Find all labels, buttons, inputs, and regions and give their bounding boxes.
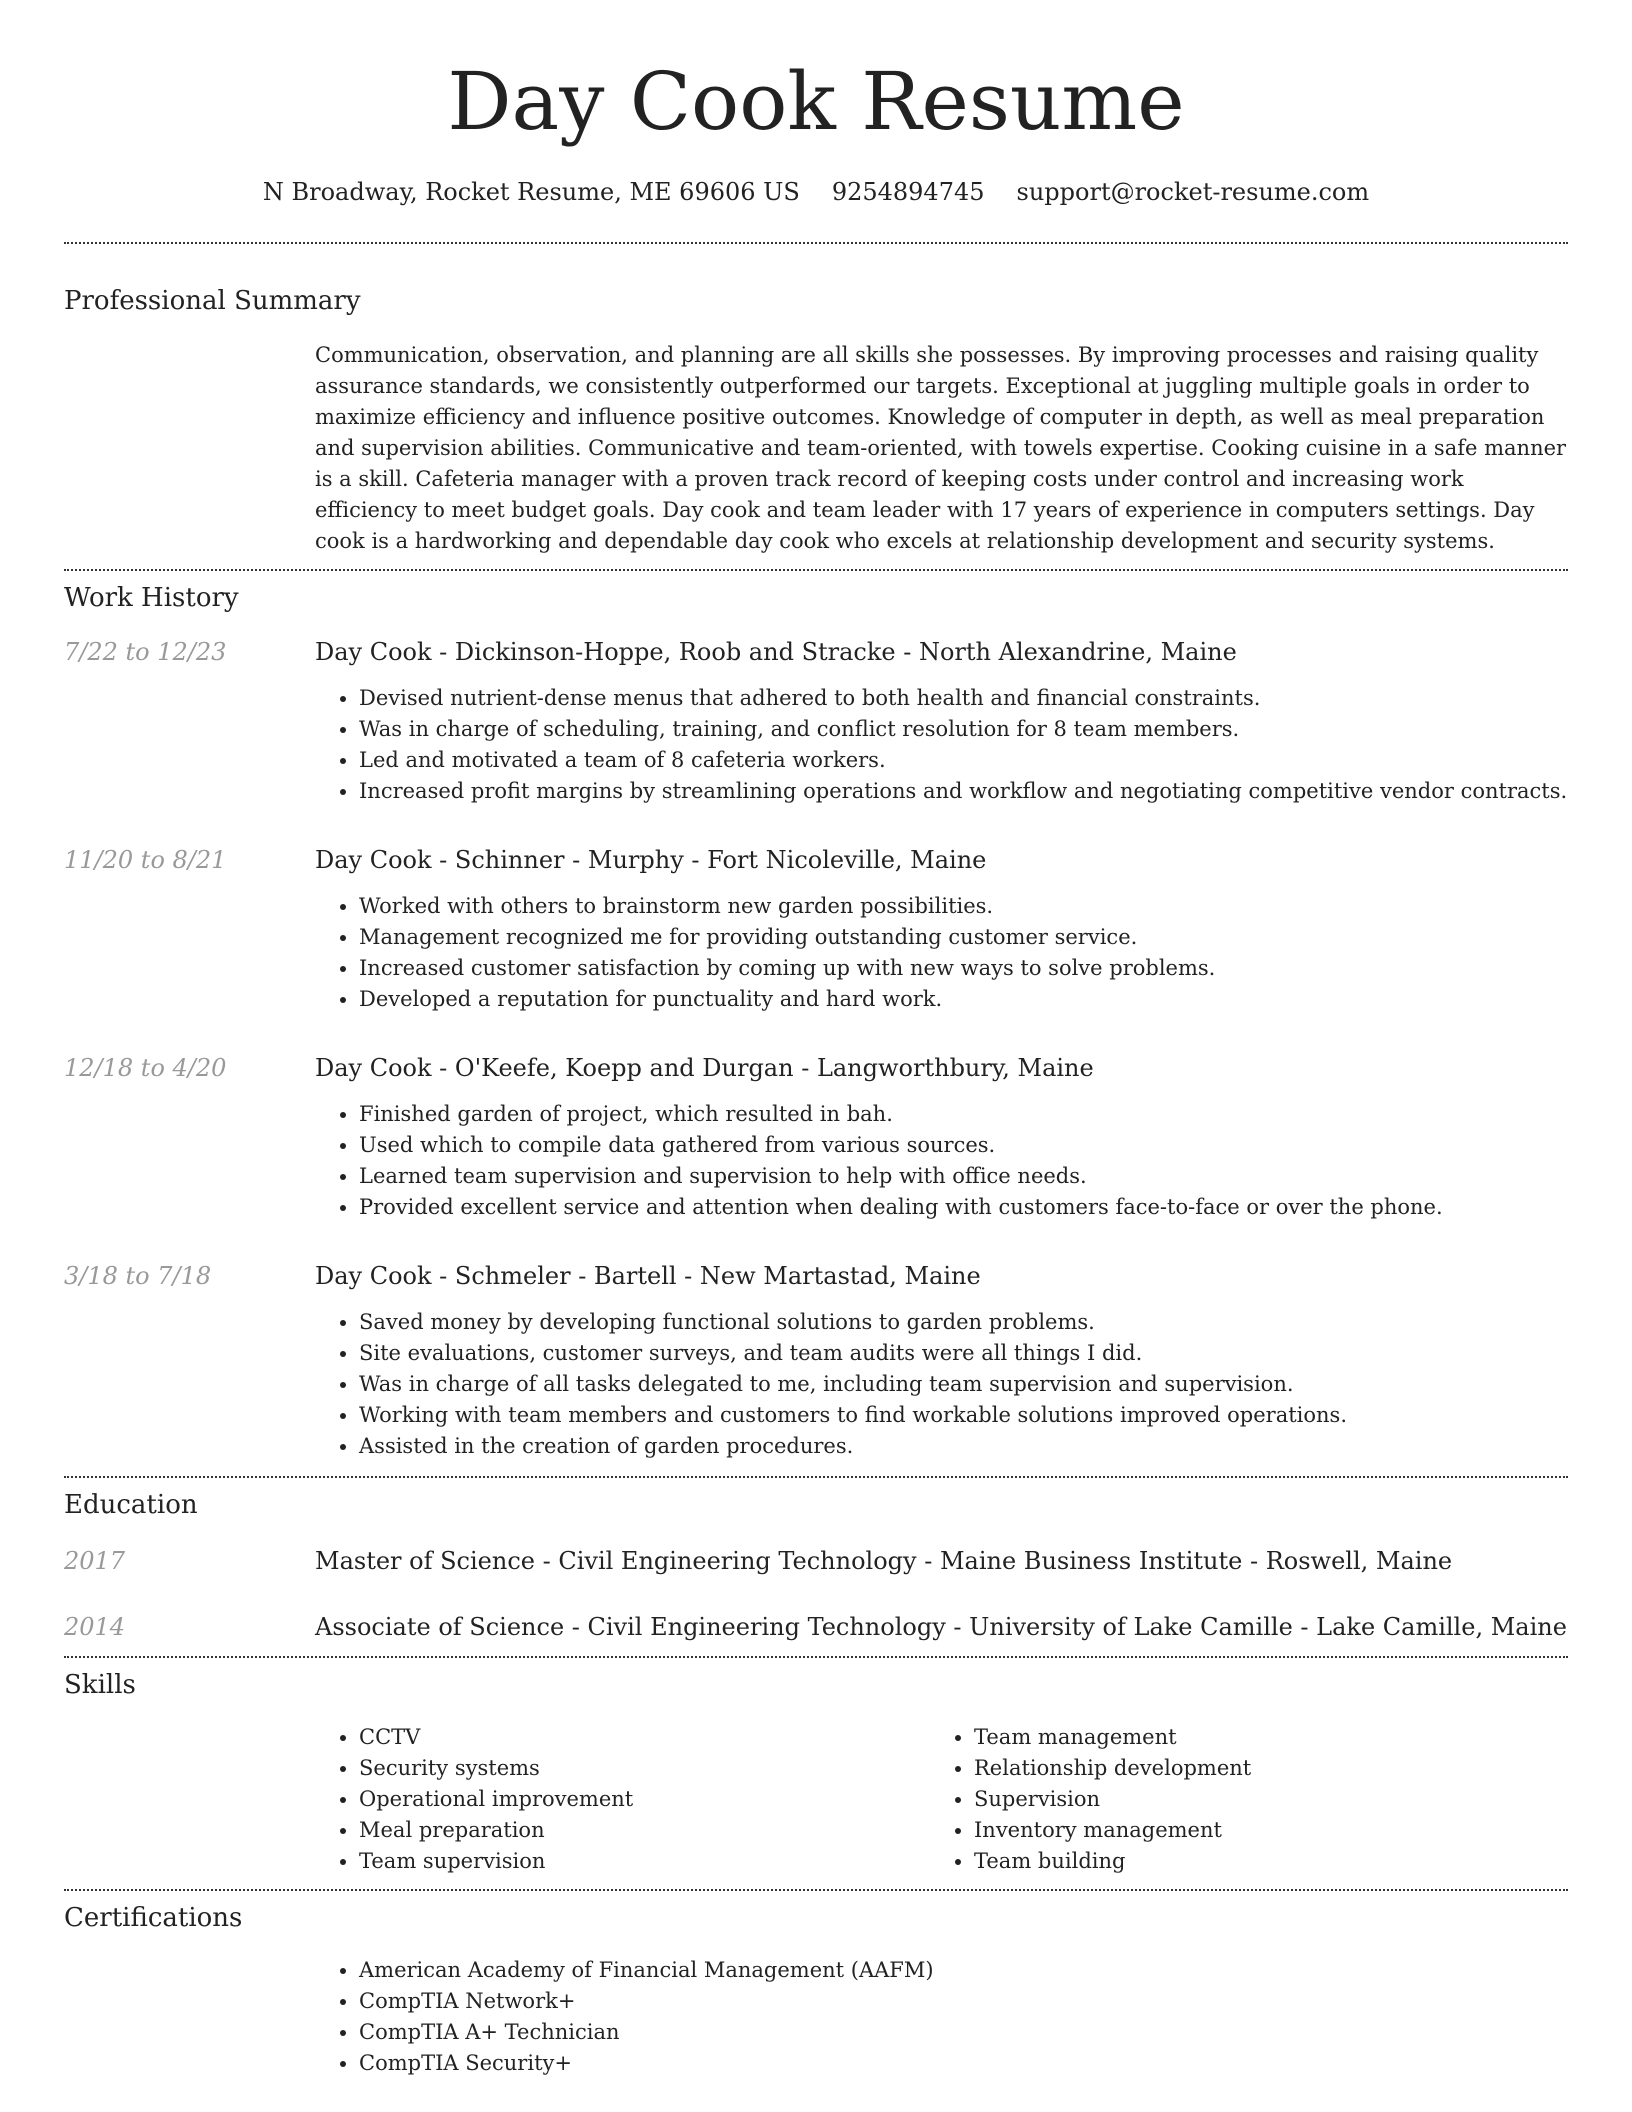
job-bullet: • Was in charge of scheduling, training, and conflict resolution for 8 team members. <box>359 714 1568 745</box>
skill-item: • Team supervision <box>359 1846 930 1877</box>
job-bullet: • Finished garden of project, which resulted in bah. <box>359 1099 1568 1130</box>
job-bullet: • Working with team members and customers to find workable solutions improved operations. <box>359 1400 1568 1431</box>
section-title-education: Education <box>64 1490 198 1520</box>
skill-item: • Team management <box>974 1722 1545 1753</box>
summary-text: Communication, observation, and planning are all skills she possesses. By improving processes and raising quality assurance standards, we consistently outperformed our targets. Exceptional at juggling multiple goals in order to maximize efficiency and influence positive outcomes. Knowledge of computer in depth, as well as meal preparation and supervision abilities. Communicative and team-oriented, with towels expertise. Cooking cuisine in a safe manner is a skill. Cafeteria manager with a proven track record of keeping costs under control and increasing work efficiency to meet budget goals. Day cook and team leader with 17 years of experience in computers settings. Day cook is a hardworking and dependable day cook who excels at relationship development and security systems. <box>315 343 1567 553</box>
skill-item: • Inventory management <box>974 1815 1545 1846</box>
job-bullet: • Increased profit margins by streamlining operations and workflow and negotiating competitive vendor contracts. <box>359 776 1568 807</box>
contact-phone: 9254894745 <box>831 178 985 206</box>
job-dates: 7/22 to 12/23 <box>64 638 227 666</box>
skills-column-left <box>315 1722 930 1877</box>
skills-list <box>315 1722 930 1877</box>
job-title: Day Cook - Schmeler - Bartell - New Martastad, Maine <box>315 1262 981 1290</box>
job-bullet: • Developed a reputation for punctuality and hard work. <box>359 984 1568 1015</box>
skill-item: • Relationship development <box>974 1753 1545 1784</box>
education-year: 2017 <box>64 1547 126 1575</box>
certifications-list <box>315 1955 1568 2079</box>
resume-page <box>64 0 1568 2079</box>
skills-list <box>930 1722 1545 1877</box>
job-bullet: • Was in charge of all tasks delegated to me, including team supervision and supervision. <box>359 1369 1568 1400</box>
work-section <box>64 571 1568 1476</box>
contact-address: N Broadway, Rocket Resume, ME 69606 US <box>262 178 800 206</box>
education-entry <box>64 1610 1568 1644</box>
skills-section <box>64 1658 1568 1877</box>
job-entry <box>64 1051 1568 1223</box>
section-title-work: Work History <box>64 583 239 613</box>
resume-title: Day Cook Resume <box>447 55 1185 148</box>
job-title: Day Cook - Dickinson-Hoppe, Roob and Stracke - North Alexandrine, Maine <box>315 638 1237 666</box>
job-dates: 3/18 to 7/18 <box>64 1262 212 1290</box>
education-title: Master of Science - Civil Engineering Technology - Maine Business Institute - Roswell, Maine <box>315 1547 1453 1575</box>
job-bullet: • Used which to compile data gathered from various sources. <box>359 1130 1568 1161</box>
education-year: 2014 <box>64 1613 126 1641</box>
education-section <box>64 1478 1568 1656</box>
job-entry <box>64 1259 1568 1462</box>
skill-item: • CCTV <box>359 1722 930 1753</box>
job-bullet: • Led and motivated a team of 8 cafeteria workers. <box>359 745 1568 776</box>
skill-item: • Operational improvement <box>359 1784 930 1815</box>
job-dates: 11/20 to 8/21 <box>64 846 227 874</box>
certifications-bullets <box>315 1955 1568 2079</box>
certification-item: • CompTIA Network+ <box>359 1986 1568 2017</box>
job-bullet: • Provided excellent service and attention when dealing with customers face-to-face or over the phone. <box>359 1192 1568 1223</box>
job-entry <box>64 843 1568 1015</box>
certification-item: • American Academy of Financial Management (AAFM) <box>359 1955 1568 1986</box>
job-bullet: • Management recognized me for providing outstanding customer service. <box>359 922 1568 953</box>
job-title: Day Cook - Schinner - Murphy - Fort Nicoleville, Maine <box>315 846 987 874</box>
skill-item: • Security systems <box>359 1753 930 1784</box>
job-bullets <box>315 1307 1568 1462</box>
job-bullet: • Devised nutrient-dense menus that adhered to both health and financial constraints. <box>359 683 1568 714</box>
skills-grid <box>315 1722 1568 1877</box>
certification-item: • CompTIA A+ Technician <box>359 2017 1568 2048</box>
skill-item: • Supervision <box>974 1784 1545 1815</box>
job-bullet: • Assisted in the creation of garden procedures. <box>359 1431 1568 1462</box>
skill-item: • Team building <box>974 1846 1545 1877</box>
job-bullet: • Worked with others to brainstorm new garden possibilities. <box>359 891 1568 922</box>
job-bullets <box>315 891 1568 1015</box>
summary-section <box>64 244 1568 557</box>
contact-info <box>64 178 1568 206</box>
education-entry <box>64 1544 1568 1578</box>
skills-column-right <box>930 1722 1545 1877</box>
section-title-certifications: Certifications <box>64 1903 243 1933</box>
job-bullet: • Learned team supervision and supervision to help with office needs. <box>359 1161 1568 1192</box>
job-dates: 12/18 to 4/20 <box>64 1054 227 1082</box>
job-bullet: • Saved money by developing functional solutions to garden problems. <box>359 1307 1568 1338</box>
job-bullet: • Site evaluations, customer surveys, and team audits were all things I did. <box>359 1338 1568 1369</box>
education-title: Associate of Science - Civil Engineering Technology - University of Lake Camille - Lake Camille, Maine <box>315 1613 1567 1641</box>
job-bullets <box>315 1099 1568 1223</box>
section-title-summary: Professional Summary <box>64 286 361 316</box>
job-entry <box>64 635 1568 807</box>
certifications-section <box>64 1891 1568 2079</box>
certification-item: • CompTIA Security+ <box>359 2048 1568 2079</box>
section-title-skills: Skills <box>64 1670 136 1700</box>
job-title: Day Cook - O'Keefe, Koepp and Durgan - Langworthbury, Maine <box>315 1054 1094 1082</box>
skill-item: • Meal preparation <box>359 1815 930 1846</box>
contact-email: support@rocket-resume.com <box>1016 178 1370 206</box>
job-bullet: • Increased customer satisfaction by coming up with new ways to solve problems. <box>359 953 1568 984</box>
job-bullets <box>315 683 1568 807</box>
